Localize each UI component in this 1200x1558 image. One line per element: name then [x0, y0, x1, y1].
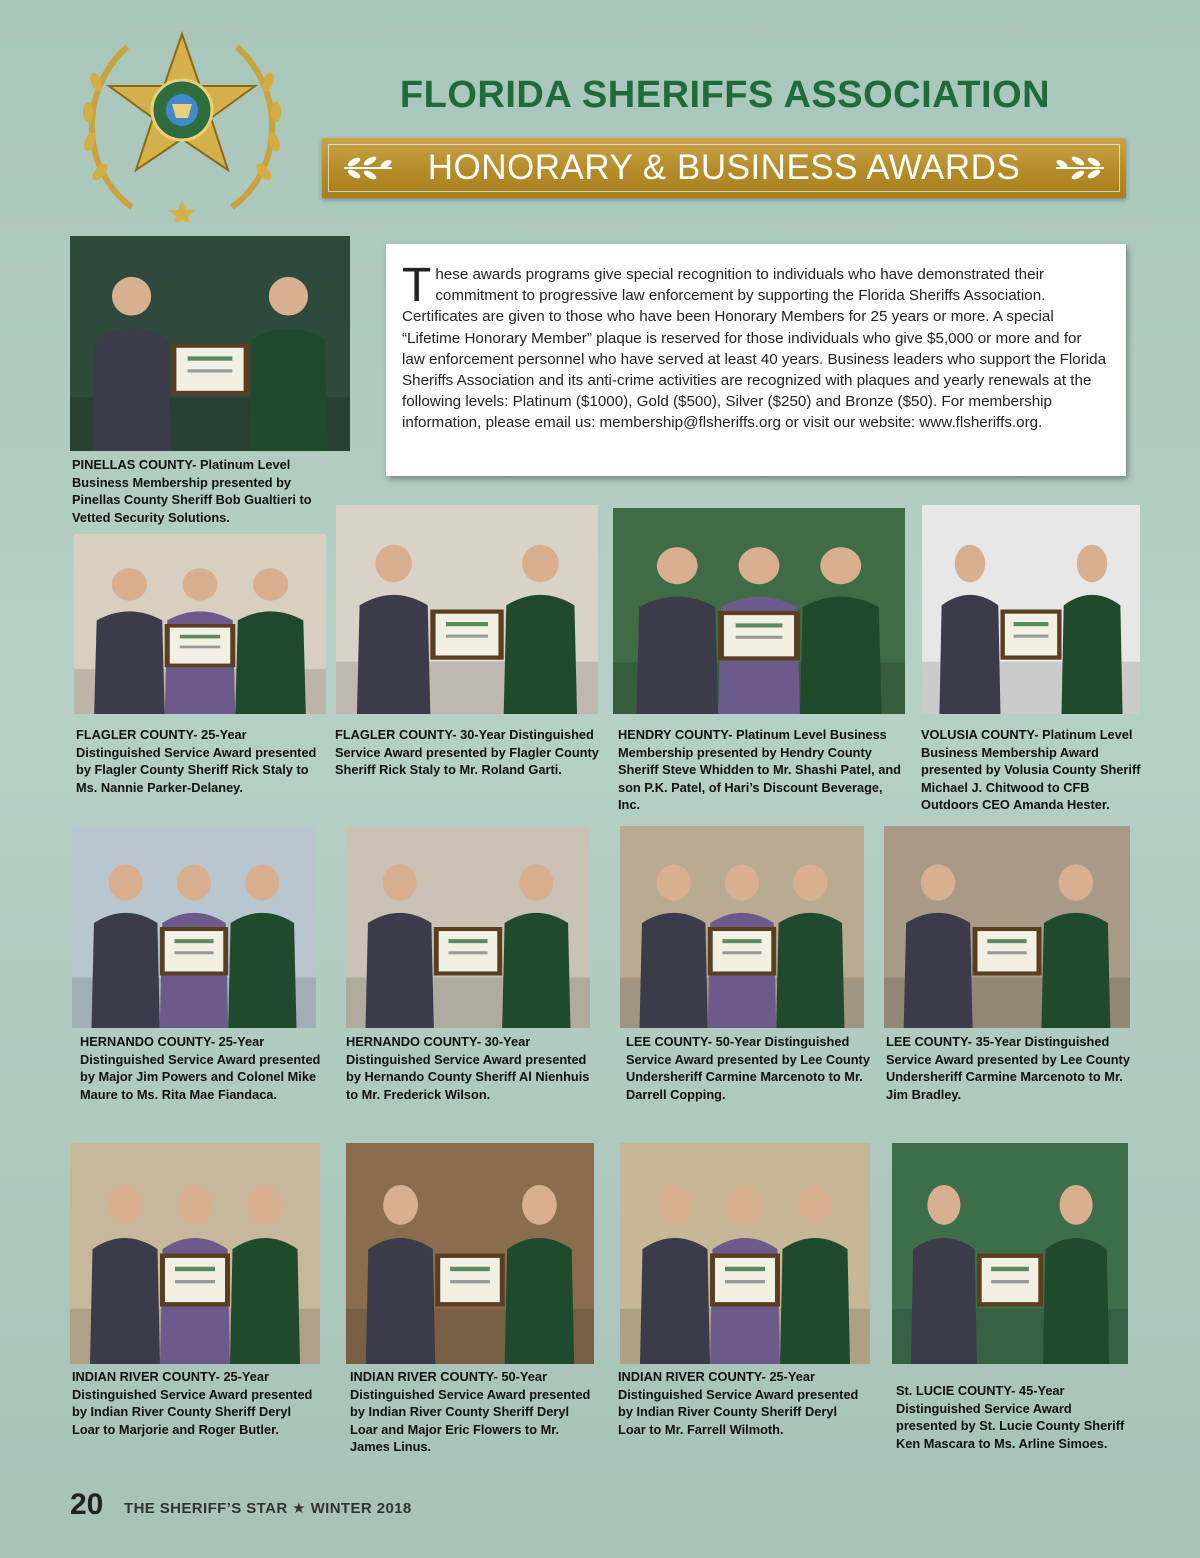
banner-title: HONORARY & BUSINESS AWARDS [427, 148, 1021, 187]
photo-caption: LEE COUNTY- 50-Year Distinguished Service Award presented by Lee County Undersheriff Carmine Marcenoto to Mr. Darrell Copping. [626, 1034, 870, 1102]
award-photo [70, 236, 350, 451]
award-photo [72, 826, 316, 1028]
fsa-seal-logo [72, 22, 292, 222]
intro-dropcap: T [402, 259, 432, 312]
photo-caption: St. LUCIE COUNTY- 45-Year Distinguished Service Award presented by St. Lucie County Sheriff Ken Mascara to Ms. Arline Simoes. [896, 1383, 1125, 1451]
awards-banner [322, 138, 1126, 198]
photo-caption: FLAGLER COUNTY- 30-Year Distinguished Service Award presented by Flagler County Sheriff Rick Staly to Mr. Roland Garti. [335, 727, 599, 777]
photo-caption: INDIAN RIVER COUNTY- 25-Year Distinguished Service Award presented by Indian River County Sheriff Deryl Loar to Marjorie and Roger Butler. [72, 1369, 313, 1437]
award-photo [346, 826, 590, 1028]
photo-caption: FLAGLER COUNTY- 25-Year Distinguished Service Award presented by Flagler County Sheriff Rick Staly to Ms. Nannie Parker-Delaney. [76, 727, 317, 795]
photo-caption: VOLUSIA COUNTY- Platinum Level Business Membership Award presented by Volusia County Sheriff Michael J. Chitwood to CFB Outdoors CEO Amanda Hester. [921, 727, 1141, 812]
photo-caption: HERNANDO COUNTY- 30-Year Distinguished Service Award presented by Hernando County Sheriff Al Nienhuis to Mr. Frederick Wilson. [346, 1034, 590, 1102]
award-photo [346, 1143, 594, 1364]
photo-caption: INDIAN RIVER COUNTY- 25-Year Distinguished Service Award presented by Indian River County Sheriff Deryl Loar to Mr. Farrell Wilmoth. [618, 1369, 859, 1437]
award-photo [613, 508, 905, 714]
photo-caption: HERNANDO COUNTY- 25-Year Distinguished Service Award presented by Major Jim Powers and Colonel Mike Maure to Ms. Rita Mae Fiandaca. [80, 1034, 321, 1102]
award-photo [620, 826, 864, 1028]
intro-box [386, 244, 1126, 476]
award-photo [922, 505, 1140, 714]
laurel-right-icon [1052, 152, 1108, 184]
photo-caption: PINELLAS COUNTY- Platinum Level Business Membership presented by Pinellas County Sheriff Bob Gualtieri to Vetted Security Solutions. [72, 457, 312, 525]
photo-caption: HENDRY COUNTY- Platinum Level Business Membership presented by Hendry County Sheriff Steve Whidden to Mr. Shashi Patel, and son P.K. Patel, of Hari’s Discount Beverage, Inc. [618, 727, 901, 812]
award-photo [892, 1143, 1128, 1364]
intro-paragraph [402, 259, 1108, 434]
award-photo [620, 1143, 870, 1364]
publication-line: THE SHERIFF’S STAR ★ WINTER 2018 [124, 1500, 412, 1517]
page-title: FLORIDA SHERIFFS ASSOCIATION [399, 74, 1051, 116]
photo-caption: INDIAN RIVER COUNTY- 50-Year Distinguished Service Award presented by Indian River County Sheriff Deryl Loar and Major Eric Flowers to Mr. James Linus. [350, 1369, 591, 1454]
photo-caption: LEE COUNTY- 35-Year Distinguished Service Award presented by Lee County Undersheriff Carmine Marcenoto to Mr. Jim Bradley. [886, 1034, 1130, 1102]
page-number: 20 [70, 1488, 104, 1521]
intro-text: hese awards programs give special recognition to individuals who have demonstrated their commitment to progressive law enforcement by supporting the Florida Sheriffs Association. Certificates are given to those who have been Honorary Members for 25 years or more. A special “Lifetime Honorary Member” plaque is reserved for those individuals who give $5,000 or more and for law enforcement personnel who have served at least 40 years. Business leaders who support the Florida Sheriffs Association and its anti-crime activities are recognized with plaques and yearly renewals at the following levels: Platinum ($1000), Gold ($500), Silver ($250) and Bronze ($50). For membership information, please email us: membership@flsheriffs.org or visit our website: www.flsheriffs.org. [402, 266, 1107, 432]
award-photo [336, 505, 598, 714]
award-photo [70, 1143, 320, 1364]
award-photo [884, 826, 1130, 1028]
award-photo [74, 534, 326, 714]
